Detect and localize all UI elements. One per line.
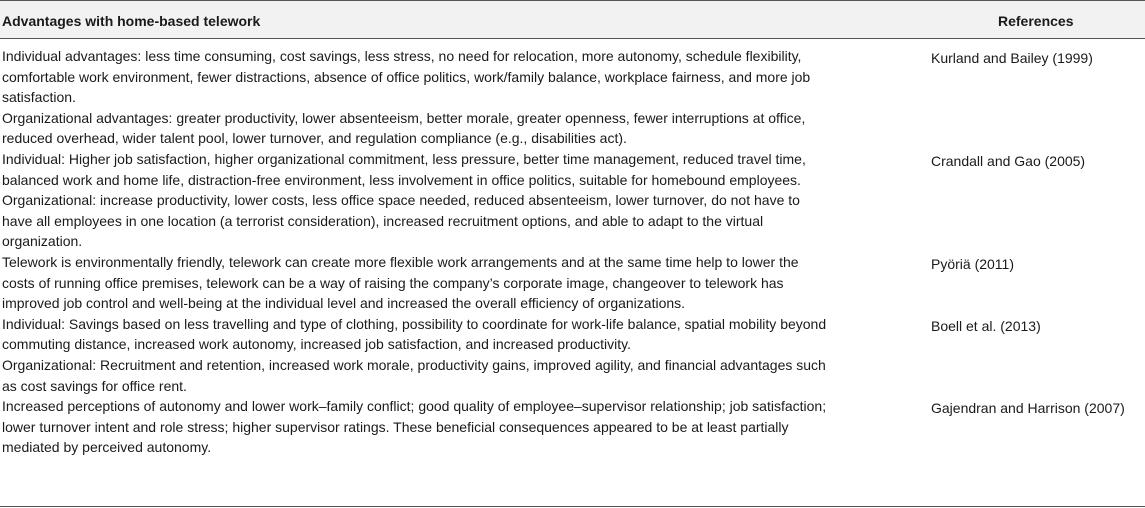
advantages-cell — [0, 149, 829, 252]
table-row — [0, 252, 1145, 314]
advantages-paragraph: Individual: Higher job satisfaction, higher organizational commitment, less pressure, better time management, reduced travel time, balanced work and home life, distraction-free environment, less involvement in office politics, suitable for homebound employees. — [2, 150, 806, 188]
reference-cell: Gajendran and Harrison (2007) — [931, 400, 1125, 417]
reference-cell: Pyöriä (2011) — [931, 255, 1015, 272]
table-bottom-rule — [0, 506, 1145, 507]
table-row — [0, 396, 1145, 458]
header-references: References — [998, 13, 1074, 29]
advantages-paragraph: Organizational: increase productivity, lower costs, less office space needed, reduced absenteeism, lower turnover, do not have to have all employees in one location (a terrorist consideration), increased recruitment options, and able to adapt to the virtual organization. — [2, 192, 800, 250]
header-advantages: Advantages with home-based telework — [2, 13, 261, 29]
advantages-cell — [0, 46, 829, 149]
advantages-cell — [0, 314, 829, 396]
table-row — [0, 46, 1145, 149]
table-body — [0, 46, 1145, 458]
reference-cell: Boell et al. (2013) — [931, 317, 1041, 334]
reference-cell: Crandall and Gao (2005) — [931, 152, 1086, 169]
table-row — [0, 314, 1145, 396]
advantages-paragraph: Individual: Savings based on less travelling and type of clothing, possibility to coordinate for work-life balance, spatial mobility beyond commuting distance, increased work autonomy, increased job satisfaction, and increased productivity. — [2, 315, 827, 353]
reference-cell: Kurland and Bailey (1999) — [931, 50, 1093, 66]
advantages-paragraph: Organizational advantages: greater productivity, lower absenteeism, better morale, greater openness, fewer interruptions at office, reduced overhead, wider talent pool, lower turnover, and regulation compliance (e.g., disabilities act). — [2, 109, 806, 147]
advantages-paragraph: Organizational: Recruitment and retention, increased work morale, productivity gains, improved agility, and financial advantages such as cost savings for office rent. — [2, 356, 826, 394]
table-header-row — [0, 1, 1145, 38]
table-row — [0, 149, 1145, 252]
advantages-paragraph: Telework is environmentally friendly, telework can create more flexible work arrangements and at the same time help to lower the costs of running office premises, telework can be a way of raising the company’s corporate image, changeover to telework has improved job control and well-being at the individual level and increased the overall efficiency of organizations. — [2, 253, 799, 312]
advantages-cell — [0, 252, 829, 314]
table-header-rule — [0, 38, 1145, 39]
advantages-paragraph: Increased perceptions of autonomy and lower work–family conflict; good quality of employee–supervisor relationship; job satisfaction; lower turnover intent and role stress; higher supervisor ratings. These beneficial consequences appeared to be at least partially mediated by perceived autonomy. — [2, 398, 827, 456]
advantages-cell — [0, 396, 829, 458]
advantages-paragraph: Individual advantages: less time consuming, cost savings, less stress, no need for relocation, more autonomy, schedule flexibility, comfortable work environment, fewer distractions, absence of office politics, work/family balance, workplace fairness, and more job satisfaction. — [2, 48, 811, 106]
